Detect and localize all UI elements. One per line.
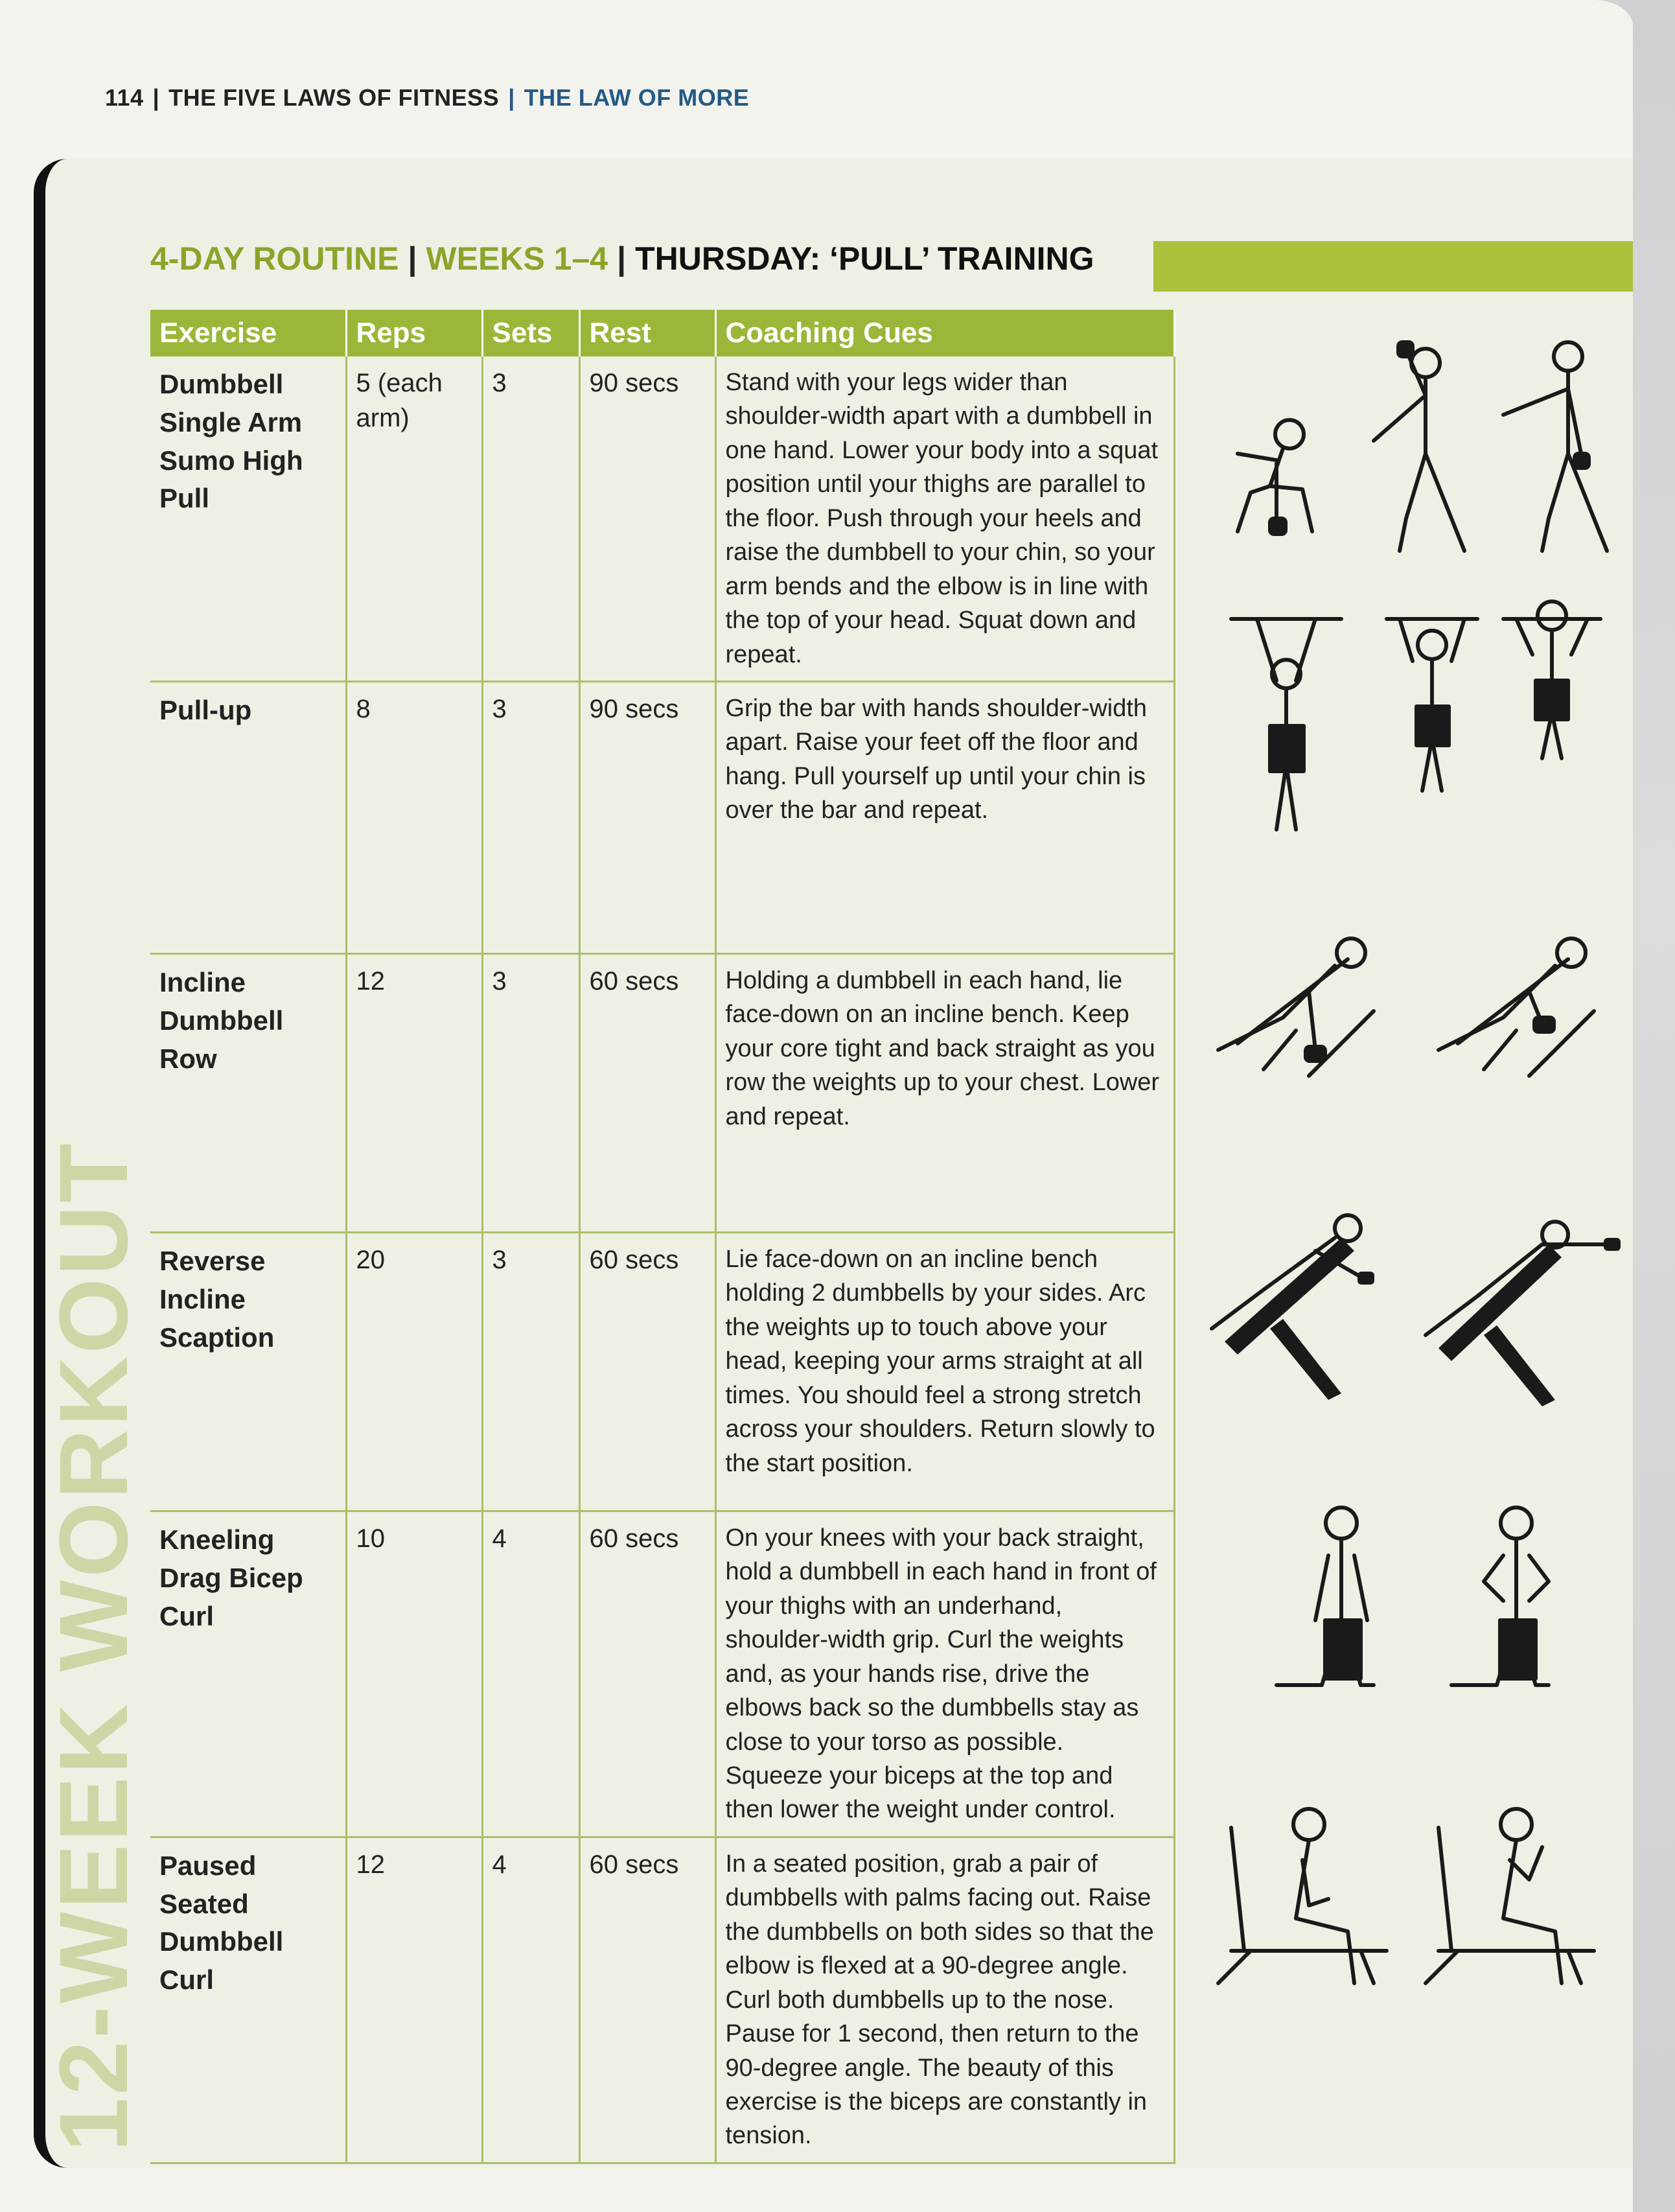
exercise-name: Pull-up: [150, 681, 346, 953]
reps-value: 12: [346, 953, 482, 1232]
table-row: [150, 953, 1174, 1232]
exercise-name: Dumbbell Single Arm Sumo High Pull: [150, 356, 346, 681]
figure-mid: [1387, 619, 1477, 791]
workout-table: [150, 310, 1175, 2164]
reps-value: 12: [346, 1837, 482, 2163]
figure-top-pull: [1503, 342, 1607, 551]
exercise-name: Reverse Incline Scaption: [150, 1232, 346, 1511]
column-header-exercise: Exercise: [150, 310, 346, 356]
figure-top: [1503, 601, 1600, 758]
rest-value: 60 secs: [579, 1232, 715, 1511]
column-header-sets: Sets: [482, 310, 579, 356]
coaching-cue: Lie face-down on an incline bench holding 2 dumbbells by your sides. Arc the weights up to touch above your head, keeping your arms straight at all times. You should feel a strong stretch across your shoulders. Return slowly to the start position.: [715, 1232, 1174, 1511]
book-title: THE FIVE LAWS OF FITNESS: [168, 84, 500, 111]
kneeling-curl-illustration: [1179, 1491, 1633, 1711]
column-header-cues: Coaching Cues: [715, 310, 1174, 356]
figure-seated-curl: [1426, 1809, 1594, 1983]
table-header-row: [150, 310, 1174, 356]
reverse-scaption-illustration: [1179, 1199, 1633, 1413]
incline-row-illustration: [1179, 920, 1633, 1115]
separator: |: [617, 240, 627, 277]
figure-mid-pull: [1374, 342, 1464, 551]
sumo-high-pull-illustration: [1179, 324, 1633, 570]
routine-name: 4-DAY ROUTINE: [150, 240, 399, 277]
coaching-cue: In a seated position, grab a pair of dumbbells with palms facing out. Raise the dumbbells on both sides so that the elbow is flexed at a 90-degree angle. Curl both dumbbells up to the nose. Pause for 1 second, then return to the 90-degree angle. The beauty of this exercise is the biceps are constantly in tension.: [715, 1837, 1174, 2163]
reps-value: 8: [346, 681, 482, 953]
section-title: THE LAW OF MORE: [524, 84, 750, 111]
sets-value: 4: [482, 1511, 579, 1837]
figure-kneel-start: [1276, 1508, 1374, 1685]
routine-day: THURSDAY: ‘PULL’ TRAINING: [635, 240, 1094, 277]
routine-weeks: WEEKS 1–4: [426, 240, 608, 277]
reps-value: 20: [346, 1232, 482, 1511]
figure-scaption-start: [1212, 1215, 1374, 1400]
title-band: [1153, 241, 1633, 292]
separator: |: [152, 84, 160, 111]
table-row: [150, 1511, 1174, 1837]
running-head: [105, 84, 749, 111]
table-row: [150, 681, 1174, 953]
coaching-cue: Holding a dumbbell in each hand, lie face-down on an incline bench. Keep your core tight and back straight as you row the weights up to your chest. Lower and repeat.: [715, 953, 1174, 1232]
exercise-name: Paused Seated Dumbbell Curl: [150, 1837, 346, 2163]
sets-value: 3: [482, 953, 579, 1232]
sets-value: 3: [482, 1232, 579, 1511]
sets-value: 4: [482, 1837, 579, 2163]
exercise-name: Incline Dumbbell Row: [150, 953, 346, 1232]
pull-up-illustration: [1179, 596, 1633, 856]
reps-value: 10: [346, 1511, 482, 1837]
figure-scaption-end: [1426, 1222, 1621, 1406]
reps-value: 5 (each arm): [346, 356, 482, 681]
rest-value: 60 secs: [579, 1511, 715, 1837]
side-label: 12-WEEK WORKOUT: [39, 1141, 148, 2152]
seated-curl-illustration: [1179, 1789, 1633, 2009]
rest-value: 90 secs: [579, 681, 715, 953]
figure-hang: [1231, 619, 1341, 830]
rest-value: 60 secs: [579, 1837, 715, 2163]
routine-title: [150, 240, 1094, 277]
table-row: [150, 1232, 1174, 1511]
rest-value: 60 secs: [579, 953, 715, 1232]
sets-value: 3: [482, 356, 579, 681]
figure-seated-start: [1218, 1809, 1387, 1983]
table-row: [150, 1837, 1174, 2163]
figure-squat: [1238, 420, 1312, 534]
exercise-name: Kneeling Drag Bicep Curl: [150, 1511, 346, 1837]
coaching-cue: Grip the bar with hands shoulder-width apart. Raise your feet off the floor and hang. Pull yourself up until your chin is over the bar and repeat.: [715, 681, 1174, 953]
figure-row-up: [1438, 938, 1594, 1076]
column-header-rest: Rest: [579, 310, 715, 356]
sets-value: 3: [482, 681, 579, 953]
page-number: 114: [105, 84, 144, 111]
figure-row-down: [1218, 938, 1374, 1076]
coaching-cue: On your knees with your back straight, hold a dumbbell in each hand in front of your thighs with an underhand, shoulder-width grip. Curl the weights and, as your hands rise, drive the elbows back so the dumbbells stay as close to your torso as possible. Squeeze your biceps at the top and then lower the weight under control.: [715, 1511, 1174, 1837]
rest-value: 90 secs: [579, 356, 715, 681]
figure-kneel-curl: [1451, 1508, 1549, 1685]
table-row: [150, 356, 1174, 681]
separator: |: [508, 84, 515, 111]
column-header-reps: Reps: [346, 310, 482, 356]
separator: |: [408, 240, 417, 277]
coaching-cue: Stand with your legs wider than shoulder-width apart with a dumbbell in one hand. Lower your body into a squat position until your thighs are parallel to the floor. Push through your heels and raise the dumbbell to your chin, so your arm bends and the elbow is in line with the top of your head. Squat down and repeat.: [715, 356, 1174, 681]
